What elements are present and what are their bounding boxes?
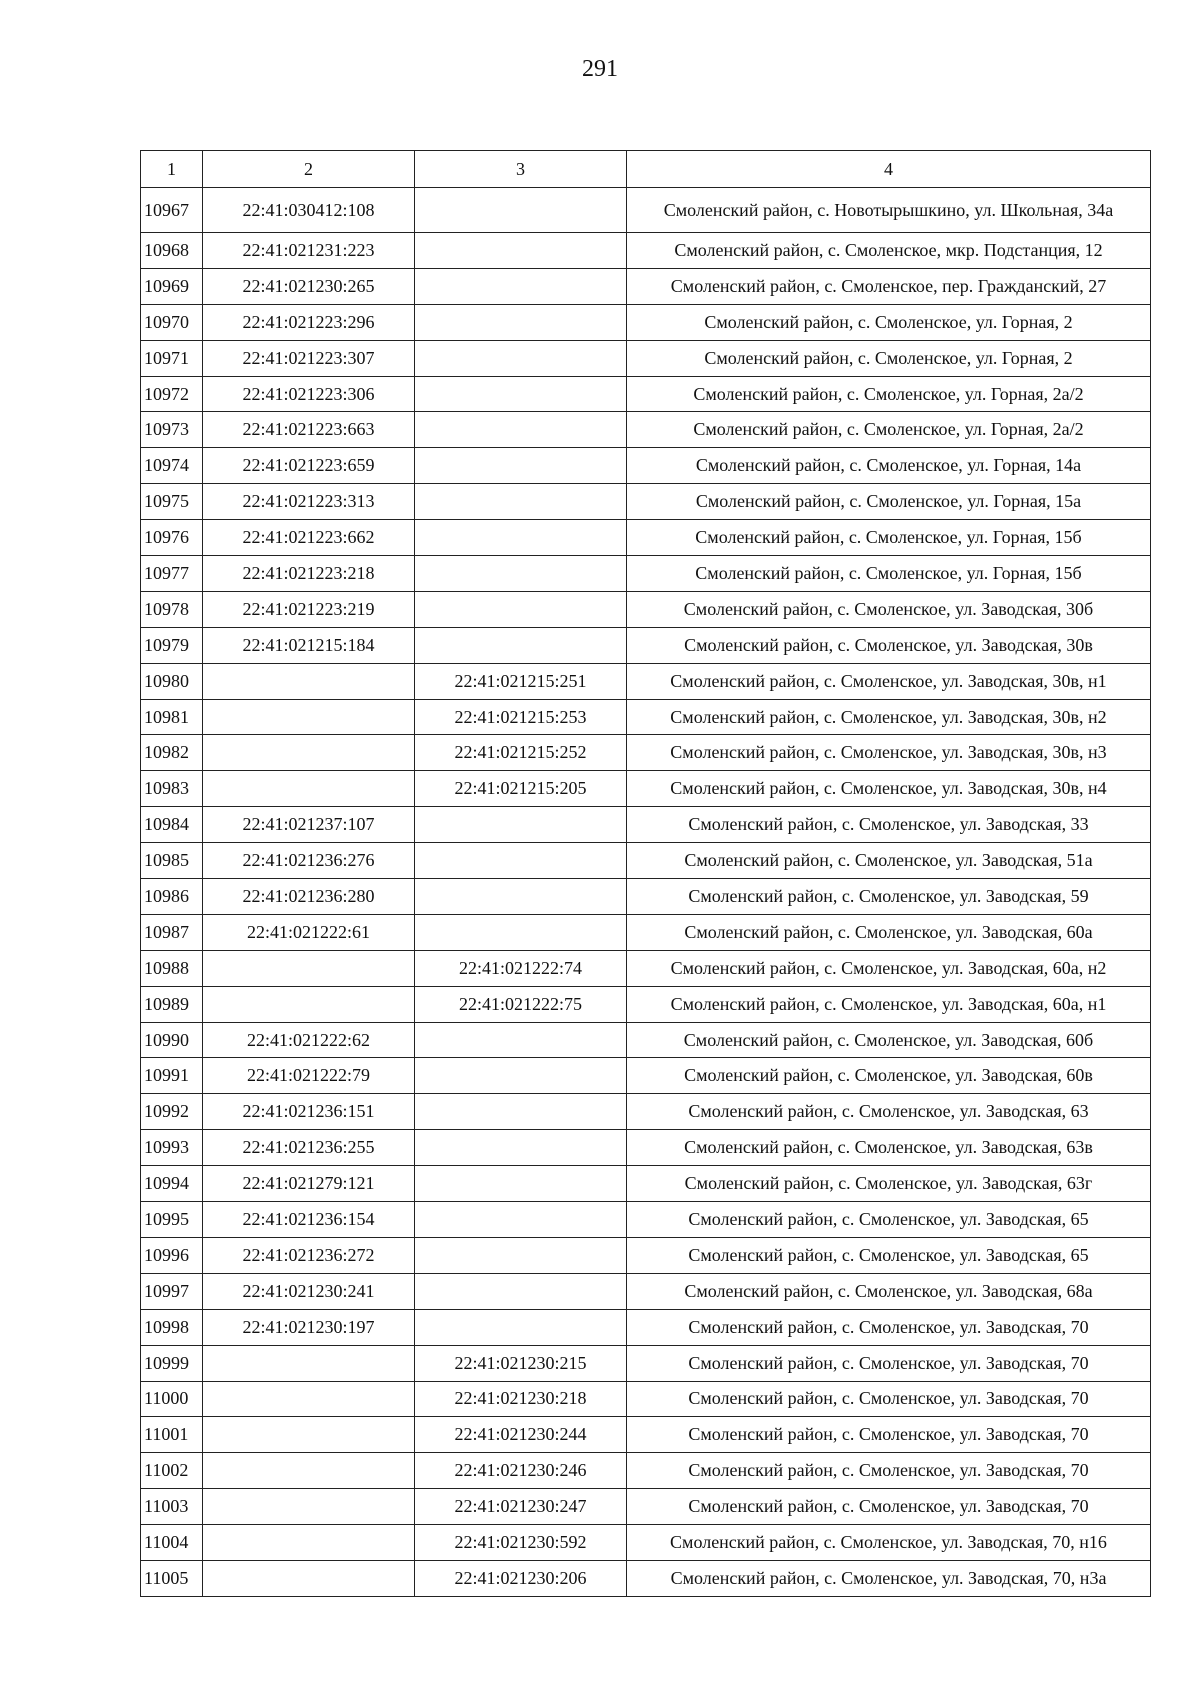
- cadastral-number-building: 22:41:021230:197: [203, 1309, 415, 1345]
- table-row: [141, 1166, 1151, 1202]
- cadastral-number-premises: [415, 520, 627, 556]
- table-row: [141, 520, 1151, 556]
- address: Смоленский район, с. Смоленское, мкр. Подстанция, 12: [627, 233, 1151, 269]
- address: Смоленский район, с. Смоленское, ул. Заводская, 30в, н3: [627, 735, 1151, 771]
- table-row: [141, 1058, 1151, 1094]
- address: Смоленский район, с. Смоленское, ул. Заводская, 33: [627, 807, 1151, 843]
- cadastral-number-building: [203, 1560, 415, 1596]
- cadastral-number-building: 22:41:021236:272: [203, 1237, 415, 1273]
- cadastral-number-premises: [415, 807, 627, 843]
- row-number: 10978: [141, 591, 203, 627]
- row-number: 10967: [141, 188, 203, 233]
- cadastral-number-premises: [415, 1273, 627, 1309]
- page-number: 291: [582, 56, 618, 82]
- row-number: 10998: [141, 1309, 203, 1345]
- row-number: 10977: [141, 556, 203, 592]
- table-row: [141, 376, 1151, 412]
- cadastral-number-building: 22:41:021236:280: [203, 879, 415, 915]
- cadastral-number-building: [203, 1345, 415, 1381]
- cadastral-number-premises: [415, 376, 627, 412]
- row-number: 10994: [141, 1166, 203, 1202]
- row-number: 10976: [141, 520, 203, 556]
- cadastral-number-building: [203, 1489, 415, 1525]
- row-number: 10990: [141, 1022, 203, 1058]
- table-row: [141, 1094, 1151, 1130]
- address: Смоленский район, с. Смоленское, ул. Заводская, 60а, н1: [627, 986, 1151, 1022]
- cadastral-number-premises: [415, 448, 627, 484]
- cadastral-number-premises: [415, 233, 627, 269]
- cadastral-number-building: 22:41:021223:219: [203, 591, 415, 627]
- cadastral-number-building: 22:41:021223:659: [203, 448, 415, 484]
- row-number: 11001: [141, 1417, 203, 1453]
- row-number: 10971: [141, 340, 203, 376]
- table-row: [141, 1273, 1151, 1309]
- register-table: [140, 150, 1151, 1597]
- address: Смоленский район, с. Смоленское, ул. Заводская, 70, н3а: [627, 1560, 1151, 1596]
- row-number: 11004: [141, 1525, 203, 1561]
- address: Смоленский район, с. Смоленское, ул. Заводская, 65: [627, 1237, 1151, 1273]
- cadastral-number-premises: [415, 556, 627, 592]
- row-number: 10993: [141, 1130, 203, 1166]
- address: Смоленский район, с. Смоленское, ул. Заводская, 30в, н1: [627, 663, 1151, 699]
- cadastral-number-building: [203, 986, 415, 1022]
- cadastral-number-premises: 22:41:021230:206: [415, 1560, 627, 1596]
- row-number: 10979: [141, 627, 203, 663]
- cadastral-number-building: 22:41:021236:255: [203, 1130, 415, 1166]
- table-row: [141, 807, 1151, 843]
- cadastral-number-premises: 22:41:021230:244: [415, 1417, 627, 1453]
- address: Смоленский район, с. Смоленское, ул. Заводская, 60а, н2: [627, 950, 1151, 986]
- table-row: [141, 879, 1151, 915]
- row-number: 10992: [141, 1094, 203, 1130]
- row-number: 10997: [141, 1273, 203, 1309]
- register-body: [141, 188, 1151, 1597]
- cadastral-number-building: [203, 1381, 415, 1417]
- row-number: 10981: [141, 699, 203, 735]
- address: Смоленский район, с. Смоленское, ул. Заводская, 70: [627, 1381, 1151, 1417]
- cadastral-number-premises: 22:41:021230:592: [415, 1525, 627, 1561]
- table-row: [141, 484, 1151, 520]
- table-row: [141, 268, 1151, 304]
- cadastral-number-building: [203, 771, 415, 807]
- address: Смоленский район, с. Смоленское, ул. Заводская, 70, н16: [627, 1525, 1151, 1561]
- row-number: 11005: [141, 1560, 203, 1596]
- row-number: 10999: [141, 1345, 203, 1381]
- cadastral-number-premises: 22:41:021222:74: [415, 950, 627, 986]
- table-row: [141, 448, 1151, 484]
- cadastral-number-premises: [415, 1202, 627, 1238]
- table-row: [141, 627, 1151, 663]
- cadastral-number-building: 22:41:021231:223: [203, 233, 415, 269]
- table-row: [141, 1237, 1151, 1273]
- table-row: [141, 1130, 1151, 1166]
- table-row: [141, 1489, 1151, 1525]
- table-row: [141, 556, 1151, 592]
- cadastral-number-building: 22:41:021222:62: [203, 1022, 415, 1058]
- address: Смоленский район, с. Смоленское, ул. Заводская, 30в, н2: [627, 699, 1151, 735]
- cadastral-number-building: [203, 1525, 415, 1561]
- cadastral-number-premises: [415, 268, 627, 304]
- address: Смоленский район, с. Смоленское, ул. Заводская, 70: [627, 1417, 1151, 1453]
- address: Смоленский район, с. Смоленское, ул. Горная, 15б: [627, 520, 1151, 556]
- cadastral-number-building: 22:41:021223:306: [203, 376, 415, 412]
- cadastral-number-premises: 22:41:021230:247: [415, 1489, 627, 1525]
- cadastral-number-premises: 22:41:021230:246: [415, 1453, 627, 1489]
- address: Смоленский район, с. Смоленское, ул. Заводская, 70: [627, 1345, 1151, 1381]
- cadastral-number-building: [203, 699, 415, 735]
- address: Смоленский район, с. Смоленское, пер. Гражданский, 27: [627, 268, 1151, 304]
- address: Смоленский район, с. Смоленское, ул. Заводская, 30б: [627, 591, 1151, 627]
- cadastral-number-premises: 22:41:021230:218: [415, 1381, 627, 1417]
- row-number: 10975: [141, 484, 203, 520]
- cadastral-number-building: 22:41:021215:184: [203, 627, 415, 663]
- address: Смоленский район, с. Смоленское, ул. Заводская, 70: [627, 1489, 1151, 1525]
- address: Смоленский район, с. Смоленское, ул. Заводская, 60б: [627, 1022, 1151, 1058]
- table-row: [141, 412, 1151, 448]
- column-header: 3: [415, 151, 627, 188]
- address: Смоленский район, с. Смоленское, ул. Заводская, 59: [627, 879, 1151, 915]
- cadastral-number-building: 22:41:021223:663: [203, 412, 415, 448]
- cadastral-number-premises: [415, 1022, 627, 1058]
- cadastral-number-premises: [415, 1309, 627, 1345]
- row-number: 11003: [141, 1489, 203, 1525]
- row-number: 11002: [141, 1453, 203, 1489]
- table-row: [141, 699, 1151, 735]
- table-row: [141, 1453, 1151, 1489]
- address: Смоленский район, с. Смоленское, ул. Заводская, 51а: [627, 843, 1151, 879]
- address: Смоленский район, с. Смоленское, ул. Заводская, 63: [627, 1094, 1151, 1130]
- address: Смоленский район, с. Смоленское, ул. Заводская, 68а: [627, 1273, 1151, 1309]
- cadastral-number-premises: 22:41:021215:205: [415, 771, 627, 807]
- row-number: 10984: [141, 807, 203, 843]
- table-row: [141, 771, 1151, 807]
- cadastral-number-building: 22:41:021279:121: [203, 1166, 415, 1202]
- cadastral-number-building: 22:41:021237:107: [203, 807, 415, 843]
- address: Смоленский район, с. Смоленское, ул. Горная, 15а: [627, 484, 1151, 520]
- header-row: [141, 151, 1151, 188]
- cadastral-number-premises: [415, 304, 627, 340]
- row-number: 10972: [141, 376, 203, 412]
- address: Смоленский район, с. Смоленское, ул. Заводская, 60в: [627, 1058, 1151, 1094]
- row-number: 10969: [141, 268, 203, 304]
- cadastral-number-building: 22:41:021222:61: [203, 914, 415, 950]
- row-number: 11000: [141, 1381, 203, 1417]
- row-number: 10968: [141, 233, 203, 269]
- table-row: [141, 1309, 1151, 1345]
- cadastral-number-premises: 22:41:021215:253: [415, 699, 627, 735]
- row-number: 10985: [141, 843, 203, 879]
- table-row: [141, 1022, 1151, 1058]
- row-number: 10974: [141, 448, 203, 484]
- row-number: 10995: [141, 1202, 203, 1238]
- cadastral-number-premises: [415, 627, 627, 663]
- address: Смоленский район, с. Смоленское, ул. Горная, 14а: [627, 448, 1151, 484]
- cadastral-number-premises: [415, 1094, 627, 1130]
- address: Смоленский район, с. Смоленское, ул. Заводская, 63в: [627, 1130, 1151, 1166]
- table-row: [141, 1202, 1151, 1238]
- cadastral-number-premises: [415, 843, 627, 879]
- cadastral-number-building: [203, 950, 415, 986]
- address: Смоленский район, с. Смоленское, ул. Горная, 2а/2: [627, 412, 1151, 448]
- table-row: [141, 986, 1151, 1022]
- address: Смоленский район, с. Смоленское, ул. Горная, 2: [627, 304, 1151, 340]
- table-row: [141, 914, 1151, 950]
- address: Смоленский район, с. Смоленское, ул. Заводская, 70: [627, 1309, 1151, 1345]
- cadastral-number-premises: [415, 188, 627, 233]
- cadastral-number-premises: 22:41:021215:251: [415, 663, 627, 699]
- column-header: 1: [141, 151, 203, 188]
- table-row: [141, 1381, 1151, 1417]
- column-header: 4: [627, 151, 1151, 188]
- cadastral-number-building: 22:41:021223:662: [203, 520, 415, 556]
- column-header: 2: [203, 151, 415, 188]
- cadastral-number-building: 22:41:021223:296: [203, 304, 415, 340]
- address: Смоленский район, с. Смоленское, ул. Горная, 15б: [627, 556, 1151, 592]
- address: Смоленский район, с. Смоленское, ул. Заводская, 63г: [627, 1166, 1151, 1202]
- table-row: [141, 843, 1151, 879]
- cadastral-number-building: 22:41:030412:108: [203, 188, 415, 233]
- address: Смоленский район, с. Смоленское, ул. Заводская, 30в: [627, 627, 1151, 663]
- cadastral-number-building: [203, 735, 415, 771]
- table-row: [141, 188, 1151, 233]
- row-number: 10989: [141, 986, 203, 1022]
- row-number: 10980: [141, 663, 203, 699]
- cadastral-number-premises: [415, 484, 627, 520]
- table-row: [141, 1560, 1151, 1596]
- cadastral-number-building: 22:41:021230:265: [203, 268, 415, 304]
- cadastral-number-premises: [415, 1130, 627, 1166]
- cadastral-number-premises: 22:41:021222:75: [415, 986, 627, 1022]
- table-row: [141, 1525, 1151, 1561]
- cadastral-number-building: 22:41:021236:154: [203, 1202, 415, 1238]
- row-number: 10988: [141, 950, 203, 986]
- cadastral-number-building: 22:41:021223:313: [203, 484, 415, 520]
- cadastral-number-building: 22:41:021236:151: [203, 1094, 415, 1130]
- table-row: [141, 233, 1151, 269]
- address: Смоленский район, с. Смоленское, ул. Заводская, 65: [627, 1202, 1151, 1238]
- cadastral-number-premises: [415, 914, 627, 950]
- cadastral-number-building: 22:41:021230:241: [203, 1273, 415, 1309]
- cadastral-number-premises: [415, 1237, 627, 1273]
- cadastral-number-building: 22:41:021236:276: [203, 843, 415, 879]
- row-number: 10987: [141, 914, 203, 950]
- cadastral-number-premises: 22:41:021230:215: [415, 1345, 627, 1381]
- address: Смоленский район, с. Смоленское, ул. Горная, 2: [627, 340, 1151, 376]
- table-row: [141, 340, 1151, 376]
- table-row: [141, 591, 1151, 627]
- row-number: 10991: [141, 1058, 203, 1094]
- cadastral-number-building: [203, 1417, 415, 1453]
- row-number: 10983: [141, 771, 203, 807]
- row-number: 10986: [141, 879, 203, 915]
- row-number: 10970: [141, 304, 203, 340]
- cadastral-number-premises: [415, 1058, 627, 1094]
- table-row: [141, 304, 1151, 340]
- cadastral-number-premises: [415, 591, 627, 627]
- cadastral-number-building: [203, 663, 415, 699]
- cadastral-number-premises: 22:41:021215:252: [415, 735, 627, 771]
- cadastral-number-building: [203, 1453, 415, 1489]
- cadastral-number-building: 22:41:021223:307: [203, 340, 415, 376]
- cadastral-number-premises: [415, 879, 627, 915]
- table-row: [141, 1417, 1151, 1453]
- table-row: [141, 663, 1151, 699]
- table-row: [141, 735, 1151, 771]
- address: Смоленский район, с. Смоленское, ул. Заводская, 30в, н4: [627, 771, 1151, 807]
- address: Смоленский район, с. Новотырышкино, ул. Школьная, 34а: [627, 188, 1151, 233]
- row-number: 10982: [141, 735, 203, 771]
- cadastral-number-building: 22:41:021223:218: [203, 556, 415, 592]
- row-number: 10996: [141, 1237, 203, 1273]
- address: Смоленский район, с. Смоленское, ул. Заводская, 60а: [627, 914, 1151, 950]
- address: Смоленский район, с. Смоленское, ул. Заводская, 70: [627, 1453, 1151, 1489]
- address: Смоленский район, с. Смоленское, ул. Горная, 2а/2: [627, 376, 1151, 412]
- table-row: [141, 1345, 1151, 1381]
- cadastral-number-premises: [415, 340, 627, 376]
- cadastral-number-building: 22:41:021222:79: [203, 1058, 415, 1094]
- cadastral-number-premises: [415, 1166, 627, 1202]
- table-row: [141, 950, 1151, 986]
- row-number: 10973: [141, 412, 203, 448]
- cadastral-number-premises: [415, 412, 627, 448]
